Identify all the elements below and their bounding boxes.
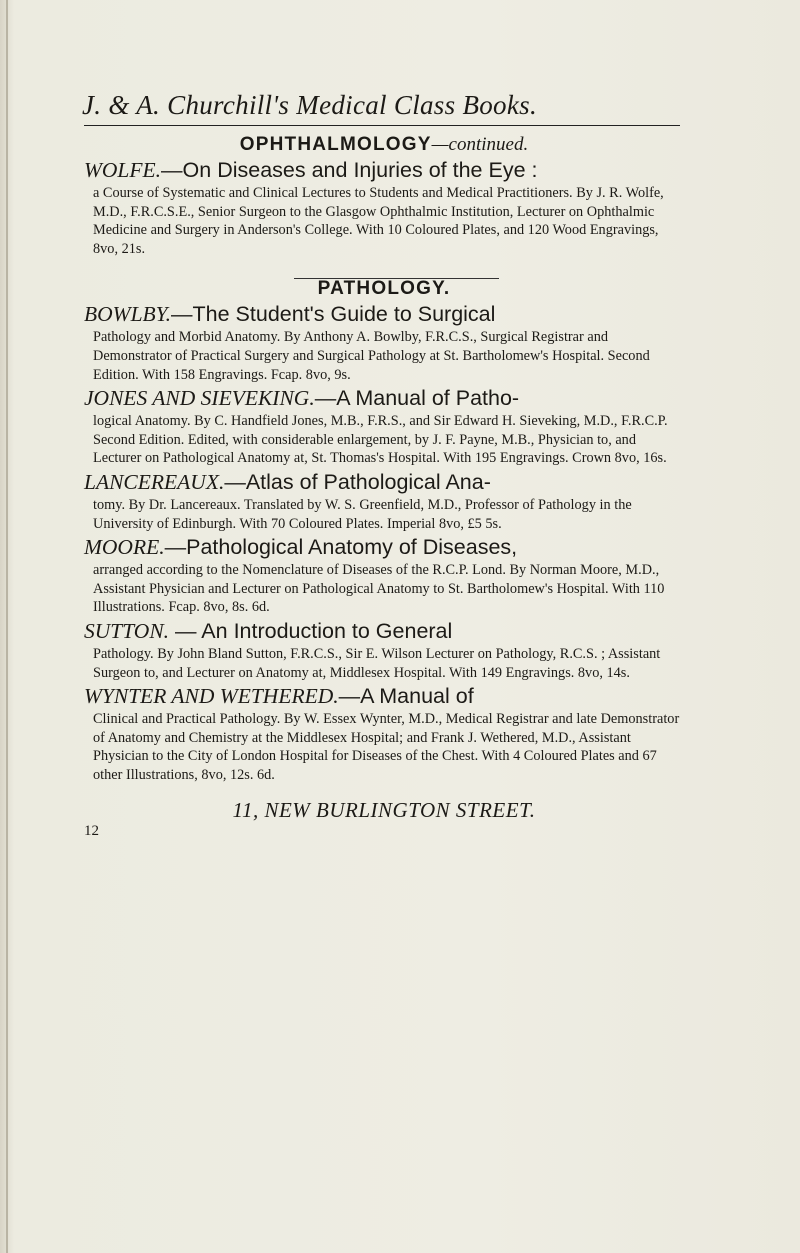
book-entry — [84, 156, 684, 258]
entry-author: WYNTER AND WETHERED. — [84, 684, 339, 709]
section-heading-pathology: PATHOLOGY. — [317, 278, 451, 300]
page-content — [84, 90, 684, 840]
entry-description: Pathology. By John Bland Sutton, F.R.C.S., Sir E. Wilson Lecturer on Pathology, R.C.S. ; Assistant Surgeon to, and Lecturer on Anatomy at, Middlesex Hospital. With 149 Engravings. 8vo, 14s. — [93, 645, 661, 681]
book-entry — [84, 682, 684, 784]
section-heading-ophthalmology — [84, 134, 684, 156]
entry-heading — [84, 384, 684, 412]
entry-author: MOORE. — [84, 535, 165, 560]
running-head: J. & A. Churchill's Medical Class Books. — [82, 90, 537, 120]
entry-heading — [84, 300, 684, 328]
head-rule — [84, 125, 680, 126]
footer-address: 11, NEW BURLINGTON STREET. — [232, 798, 536, 823]
book-entry — [84, 533, 684, 617]
entry-author: LANCEREAUX. — [84, 469, 225, 494]
pathology-entries — [84, 300, 684, 784]
entry-heading — [84, 468, 684, 496]
entry-description: a Course of Systematic and Clinical Lectures to Students and Medical Practitioners. By J. R. Wolfe, M.D., F.R.C.S.E., Senior Surgeon to the Glasgow Ophthalmic Institution, Lecturer on Ophthalmic Medicine and Surgery in Anderson's College. With 10 Coloured Plates, and 120 Wood Engravings, 8vo, 21s. — [93, 185, 664, 257]
divider-rule — [294, 278, 499, 279]
entry-description: logical Anatomy. By C. Handfield Jones, M.B., F.R.S., and Sir Edward H. Sieveking, M.D., F.R.C.P. Second Edition. Edited, with considerable enlargement, by J. F. Payne, M.B., Physician to, and Lecturer on Pathological Anatomy at, St. Thomas's Hospital. With 195 Engravings. Crown 8vo, 16s. — [93, 413, 668, 467]
ophthalmology-entries — [84, 156, 684, 258]
book-entry — [84, 384, 684, 468]
entry-title: —Pathological Anatomy of Diseases, — [164, 535, 518, 560]
entry-author: SUTTON. — [84, 618, 170, 643]
entry-title: —Atlas of Pathological Ana- — [224, 469, 491, 494]
entry-title: —The Student's Guide to Surgical — [171, 302, 496, 327]
section-divider — [84, 270, 684, 292]
entry-author: WOLFE. — [84, 158, 162, 182]
entry-description: Clinical and Practical Pathology. By W. Essex Wynter, M.D., Medical Registrar and late Demonstrator of Anatomy and Chemistry at the Middlesex Hospital; and Frank J. Wethered, M.D., Assistant Physician to the City of London Hospital for Diseases of the Chest. With 4 Coloured Plates and 67 other Illustrations, 8vo, 12s. 6d. — [93, 711, 680, 783]
entry-heading — [84, 617, 684, 645]
entry-title: —A Manual of Patho- — [314, 386, 520, 411]
entry-title: —On Diseases and Injuries of the Eye : — [161, 158, 538, 182]
entry-description: arranged according to the Nomenclature of Diseases of the R.C.P. Lond. By Norman Moore, M.D., Assistant Physician and Lecturer on Pathological Anatomy to St. Bartholomew's Hospital. With 110 Illustrations. Fcap. 8vo, 8s. 6d. — [93, 562, 665, 616]
section-heading-text: OPHTHALMOLOGY — [239, 134, 432, 155]
entry-title: — An Introduction to General — [169, 618, 453, 643]
entry-title: —A Manual of — [338, 684, 474, 709]
entry-author: BOWLBY. — [84, 302, 172, 327]
entry-description: tomy. By Dr. Lancereaux. Translated by W. S. Greenfield, M.D., Professor of Pathology in the University of Edinburgh. With 70 Coloured Plates. Imperial 8vo, £5 5s. — [93, 496, 632, 532]
entry-heading — [84, 533, 684, 561]
book-entry — [84, 468, 684, 533]
continued-label: —continued. — [431, 134, 529, 155]
page-number: 12 — [84, 823, 99, 840]
entry-heading — [84, 156, 684, 184]
binding-edge — [6, 0, 8, 1253]
entry-heading — [84, 682, 684, 710]
book-entry — [84, 300, 684, 384]
book-entry — [84, 617, 684, 682]
entry-description: Pathology and Morbid Anatomy. By Anthony A. Bowlby, F.R.C.S., Surgical Registrar and Demonstrator of Practical Surgery and Surgical Pathology at St. Bartholomew's Hospital. Second Edition. With 158 Engravings. Fcap. 8vo, 9s. — [93, 329, 650, 383]
entry-author: JONES AND SIEVEKING. — [84, 386, 315, 411]
